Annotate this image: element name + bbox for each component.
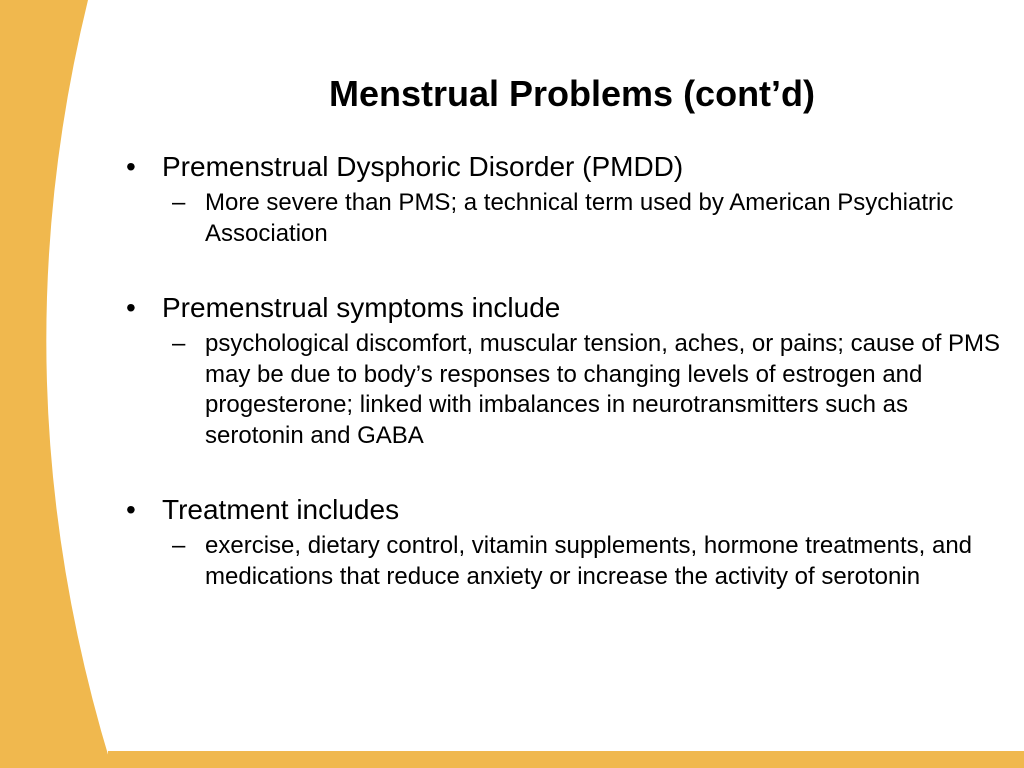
bullet-dot-icon: • — [126, 151, 136, 182]
dash-icon: – — [172, 330, 186, 357]
bullet-dot-icon: • — [126, 292, 136, 323]
bullet-text: Treatment includes — [162, 494, 400, 525]
bullet-item-treatment — [122, 493, 1012, 592]
left-accent-band — [0, 0, 112, 768]
bullet-text: Premenstrual symptoms include — [162, 292, 561, 323]
sub-bullet-text: More severe than PMS; a technical term used by American Psychiatric Association — [205, 189, 954, 247]
bullet-dot-icon: • — [126, 494, 136, 525]
bullet-item-pmdd — [122, 150, 1012, 249]
dash-icon: – — [172, 189, 186, 216]
sub-bullet-text: psychological discomfort, muscular tension, aches, or pains; cause of PMS may be due to body’s responses to changing levels of estrogen and progesterone; linked with imbalances in neurotransmitters such as serotonin and GABA — [205, 330, 1001, 449]
bullet-item-symptoms — [122, 291, 1012, 451]
bottom-accent-band — [108, 751, 1024, 768]
sub-bullet-text: exercise, dietary control, vitamin supplements, hormone treatments, and medications that reduce anxiety or increase the activity of serotonin — [205, 532, 973, 590]
bullet-list — [122, 150, 1012, 634]
slide-title: Menstrual Problems (cont’d) — [328, 73, 816, 114]
bullet-text: Premenstrual Dysphoric Disorder (PMDD) — [162, 151, 684, 182]
dash-icon: – — [172, 532, 186, 559]
